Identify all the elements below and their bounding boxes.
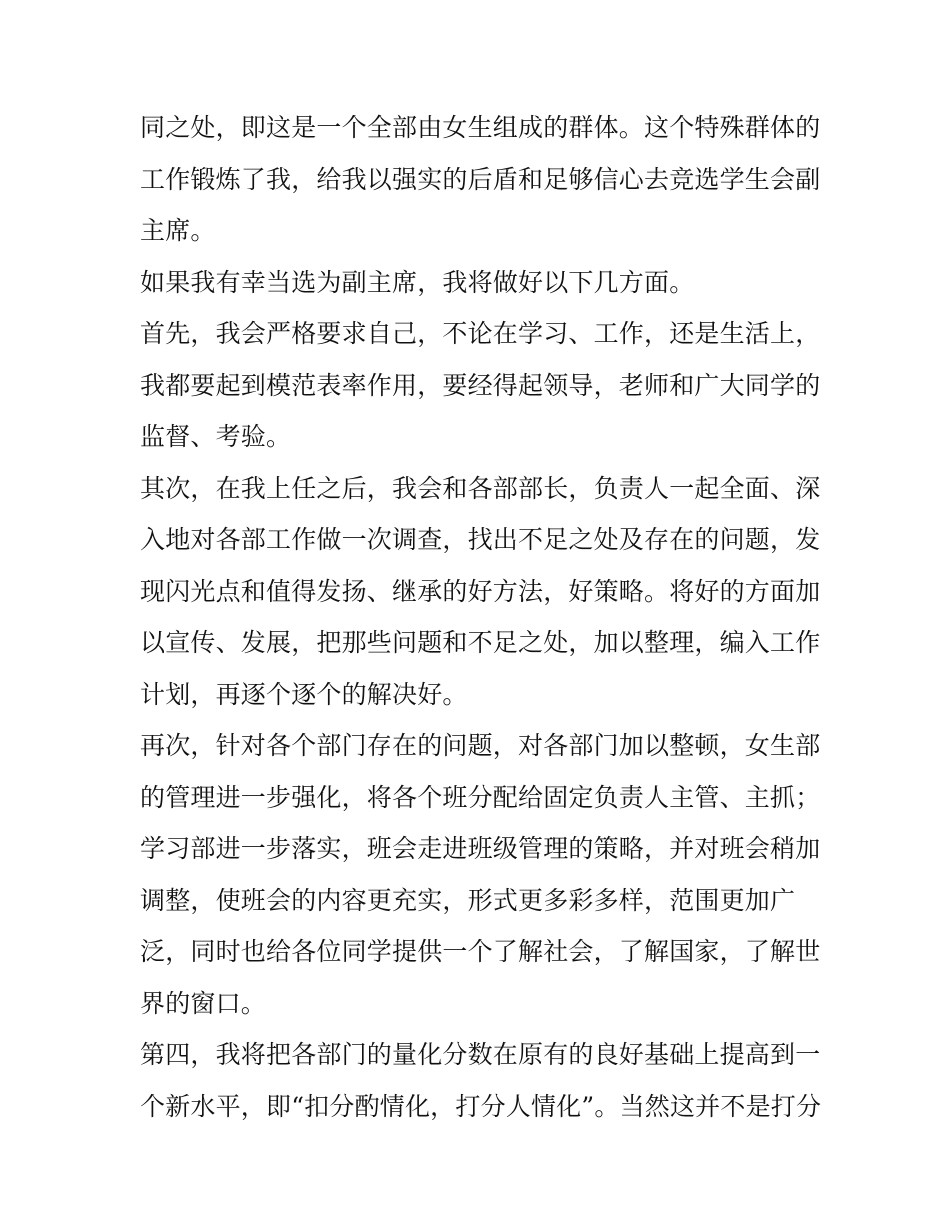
text-line: 其次，在我上任之后，我会和各部部长，负责人一起全面、深 xyxy=(140,473,821,503)
text-line: 我都要起到模范表率作用，要经得起领导，老师和广大同学的 xyxy=(140,370,821,400)
text-line: 现闪光点和值得发扬、继承的好方法，好策略。将好的方面加 xyxy=(140,576,821,606)
text-line: 入地对各部工作做一次调查，找出不足之处及存在的问题，发 xyxy=(140,525,821,554)
text-line: 工作锻炼了我，给我以强实的后盾和足够信心去竞选学生会副 xyxy=(140,164,821,194)
text-line: 学习部进一步落实，班会走进班级管理的策略，并对班会稍加 xyxy=(140,834,821,863)
text-line: 第四，我将把各部门的量化分数在原有的良好基础上提高到一 xyxy=(140,1040,821,1069)
text-line: 个新水平，即“扣分酌情化，打分人情化”。当然这并不是打分 xyxy=(140,1091,822,1121)
text-line: 计划，再逐个逐个的解决好。 xyxy=(140,679,468,709)
text-line: 主席。 xyxy=(140,216,216,245)
text-line: 监督、考验。 xyxy=(140,422,292,451)
text-line: 的管理进一步强化，将各个班分配给固定负责人主管、主抓； xyxy=(140,782,821,812)
text-line: 以宣传、发展，把那些问题和不足之处，加以整理，编入工作 xyxy=(140,628,821,657)
text-line: 同之处，即这是一个全部由女生组成的群体。这个特殊群体的 xyxy=(140,113,821,142)
text-line: 界的窗口。 xyxy=(140,988,267,1018)
text-line: 调整，使班会的内容更充实，形式更多彩多样，范围更加广 xyxy=(140,885,796,915)
text-line: 泛，同时也给各位同学提供一个了解社会，了解国家，了解世 xyxy=(140,937,821,966)
document-body xyxy=(140,102,820,1132)
text-line: 再次，针对各个部门存在的问题，对各部门加以整顿，女生部 xyxy=(140,731,821,760)
text-line: 首先，我会严格要求自己，不论在学习、工作，还是生活上， xyxy=(140,319,821,348)
text-line: 如果我有幸当选为副主席，我将做好以下几方面。 xyxy=(140,267,695,297)
